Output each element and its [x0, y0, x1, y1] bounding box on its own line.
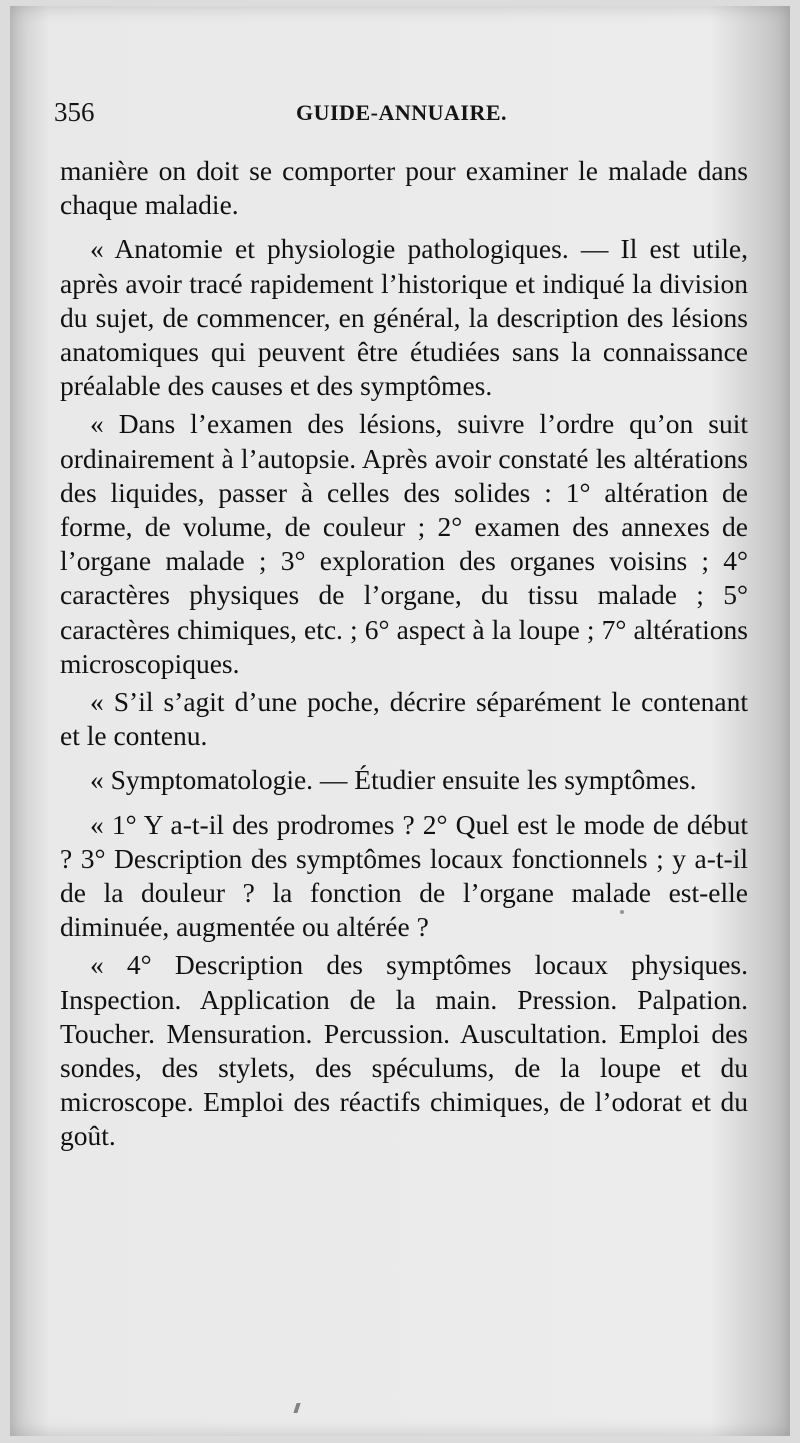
- body-text: [60, 154, 748, 1154]
- paragraph-4: « S’il s’agit d’une poche, décrire séparément le contenant et le contenu.: [60, 686, 748, 752]
- page-number: 356: [54, 97, 95, 127]
- page-header: [54, 92, 744, 132]
- paragraph-2: « Anatomie et physiologie pathologiques. — Il est utile, après avoir tracé rapidement l’historique et indiqué la division du sujet, de commencer, en général, la description des lésions anatomiques qui peuvent être étudiées sans la connaissance préalable des causes et des symptômes.: [60, 233, 748, 402]
- running-head: GUIDE-ANNUAIRE.: [296, 100, 508, 125]
- paragraph-7: « 4° Description des symptômes locaux physiques. Inspection. Application de la main. Pression. Palpation. Toucher. Mensuration. Percussion. Auscultation. Emploi des sondes, des stylets, des spéculums, de la loupe et du microscope. Emploi des réactifs chimiques, de l’odorat et du goût.: [60, 949, 748, 1152]
- paragraph-1: manière on doit se comporter pour examiner le malade dans chaque maladie.: [60, 155, 748, 221]
- book-page: [10, 6, 790, 1436]
- paragraph-5: « Symptomatologie. — Étudier ensuite les symptômes.: [90, 764, 697, 796]
- print-mark: [293, 1403, 300, 1413]
- paragraph-6: « 1° Y a-t-il des prodromes ? 2° Quel est le mode de début ? 3° Description des symptômes locaux fonctionnels ; y a-t-il de la douleur ? la fonction de l’organe malade est-elle diminuée, augmentée ou altérée ?: [60, 808, 748, 943]
- print-speck: [620, 910, 624, 914]
- paragraph-3: « Dans l’examen des lésions, suivre l’ordre qu’on suit ordinairement à l’autopsie. Après avoir constaté les altérations des liquides, passer à celles des solides : 1° altération de forme, de volume, de couleur ; 2° examen des annexes de l’organe malade ; 3° exploration des organes voisins ; 4° caractères physiques de l’organe, du tissu malade ; 5° caractères chimiques, etc. ; 6° aspect à la loupe ; 7° altérations microscopiques.: [60, 408, 748, 679]
